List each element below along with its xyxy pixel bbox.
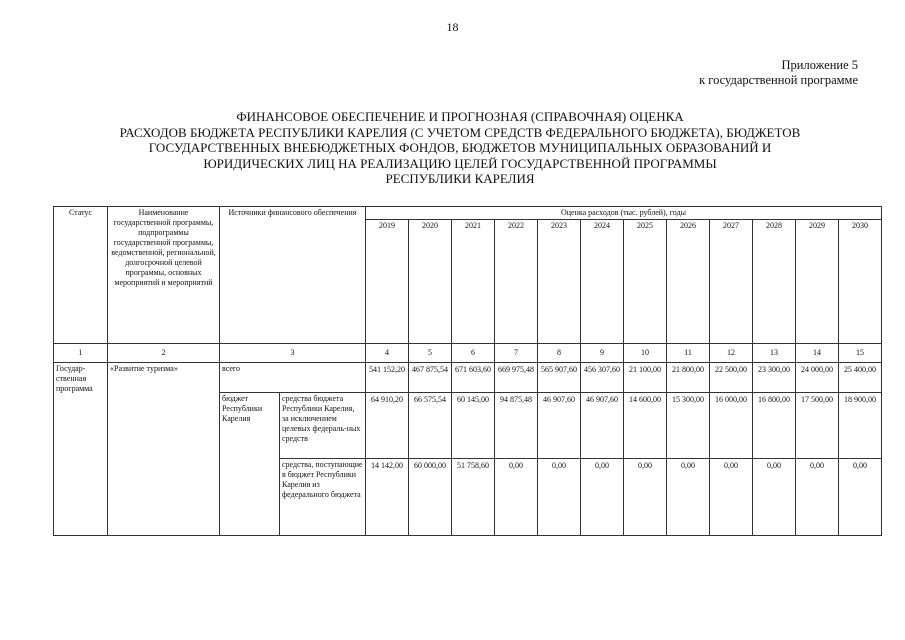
year-header: 2023 — [538, 220, 581, 344]
title-line-2: РАСХОДОВ БЮДЖЕТА РЕСПУБЛИКИ КАРЕЛИЯ (С УЧЕТОМ СРЕДСТВ ФЕДЕРАЛЬНОГО БЮДЖЕТА), БЮДЖЕТОВ — [119, 124, 801, 140]
value-cell: 18 900,00 — [839, 393, 882, 459]
value-cell: 0,00 — [796, 459, 839, 536]
year-header: 2020 — [409, 220, 452, 344]
column-number: 3 — [220, 344, 366, 363]
value-cell: 16 000,00 — [710, 393, 753, 459]
value-cell: 64 910,20 — [366, 393, 409, 459]
value-cell: 14 600,00 — [624, 393, 667, 459]
value-cell: 46 907,60 — [538, 393, 581, 459]
column-number: 9 — [581, 344, 624, 363]
source-sub-cell: средства, поступающие в бюджет Республики Карелия из федерального бюджета — [280, 459, 366, 536]
value-cell: 94 875,48 — [495, 393, 538, 459]
value-cell: 23 300,00 — [753, 363, 796, 393]
appendix-line-2: к государственной программе — [699, 73, 858, 87]
title-line-3: ГОСУДАРСТВЕННЫХ ВНЕБЮДЖЕТНЫХ ФОНДОВ, БЮДЖЕТОВ МУНИЦИПАЛЬНЫХ ОБРАЗОВАНИЙ И — [148, 140, 772, 155]
year-header: 2028 — [753, 220, 796, 344]
value-cell: 467 875,54 — [409, 363, 452, 393]
value-cell: 565 907,60 — [538, 363, 581, 393]
column-number: 7 — [495, 344, 538, 363]
value-cell: 456 307,60 — [581, 363, 624, 393]
header-estimate: Оценка расходов (тыс. рублей), годы — [366, 207, 882, 220]
column-number: 13 — [753, 344, 796, 363]
column-number: 15 — [839, 344, 882, 363]
column-number: 11 — [667, 344, 710, 363]
appendix-caption — [699, 58, 858, 88]
financing-table — [53, 206, 882, 536]
page-number: 18 — [446, 20, 459, 34]
source-sub-cell: средства бюджета Республики Карелия, за исключением целевых федераль-ных средств — [280, 393, 366, 459]
appendix-line-1: Приложение 5 — [781, 58, 858, 72]
column-number: 5 — [409, 344, 452, 363]
value-cell: 46 907,60 — [581, 393, 624, 459]
value-cell: 22 500,00 — [710, 363, 753, 393]
value-cell: 21 800,00 — [667, 363, 710, 393]
value-cell: 51 758,60 — [452, 459, 495, 536]
year-header: 2030 — [839, 220, 882, 344]
value-cell: 14 142,00 — [366, 459, 409, 536]
value-cell: 16 800,00 — [753, 393, 796, 459]
header-source: Источники финансового обеспечения — [220, 207, 366, 344]
value-cell: 0,00 — [538, 459, 581, 536]
value-cell: 0,00 — [581, 459, 624, 536]
value-cell: 25 400,00 — [839, 363, 882, 393]
column-number: 12 — [710, 344, 753, 363]
column-number: 1 — [54, 344, 108, 363]
value-cell: 60 145,00 — [452, 393, 495, 459]
document-title — [40, 109, 880, 187]
value-cell: 0,00 — [710, 459, 753, 536]
value-cell: 0,00 — [624, 459, 667, 536]
value-cell: 669 975,48 — [495, 363, 538, 393]
value-cell: 671 603,60 — [452, 363, 495, 393]
header-status: Статус — [54, 207, 108, 344]
column-number-row — [54, 344, 882, 363]
title-line-4: ЮРИДИЧЕСКИХ ЛИЦ НА РЕАЛИЗАЦИЮ ЦЕЛЕЙ ГОСУДАРСТВЕННОЙ ПРОГРАММЫ — [203, 155, 717, 171]
title-line-1: ФИНАНСОВОЕ ОБЕСПЕЧЕНИЕ И ПРОГНОЗНАЯ (СПРАВОЧНАЯ) ОЦЕНКА — [236, 109, 684, 124]
year-header: 2029 — [796, 220, 839, 344]
year-header: 2022 — [495, 220, 538, 344]
value-cell: 24 000,00 — [796, 363, 839, 393]
year-header: 2019 — [366, 220, 409, 344]
value-cell: 0,00 — [753, 459, 796, 536]
column-number: 6 — [452, 344, 495, 363]
program-name-cell: «Развитие туризма» — [108, 363, 220, 536]
value-cell: 21 100,00 — [624, 363, 667, 393]
column-number: 8 — [538, 344, 581, 363]
year-header: 2027 — [710, 220, 753, 344]
value-cell: 0,00 — [495, 459, 538, 536]
header-row — [54, 207, 882, 220]
value-cell: 66 575,54 — [409, 393, 452, 459]
header-name: Наименование государственной программы, подпрограммы государственной программы, ведомственной, региональной, долгосрочной целевой программы, основных мероприятий и мероприятий — [108, 207, 220, 344]
value-cell: 0,00 — [839, 459, 882, 536]
year-header: 2026 — [667, 220, 710, 344]
column-number: 2 — [108, 344, 220, 363]
status-cell: Государ-ственная программа — [54, 363, 108, 536]
value-cell: 60 000,00 — [409, 459, 452, 536]
source-total-cell: всего — [220, 363, 366, 393]
value-cell: 17 500,00 — [796, 393, 839, 459]
year-header: 2025 — [624, 220, 667, 344]
column-number: 10 — [624, 344, 667, 363]
title-line-5: РЕСПУБЛИКИ КАРЕЛИЯ — [385, 171, 535, 186]
table-row — [54, 363, 882, 393]
value-cell: 15 300,00 — [667, 393, 710, 459]
value-cell: 541 152,20 — [366, 363, 409, 393]
year-header: 2024 — [581, 220, 624, 344]
source-budget-cell: бюджет Республики Карелия — [220, 393, 280, 536]
column-number: 4 — [366, 344, 409, 363]
column-number: 14 — [796, 344, 839, 363]
value-cell: 0,00 — [667, 459, 710, 536]
year-header: 2021 — [452, 220, 495, 344]
